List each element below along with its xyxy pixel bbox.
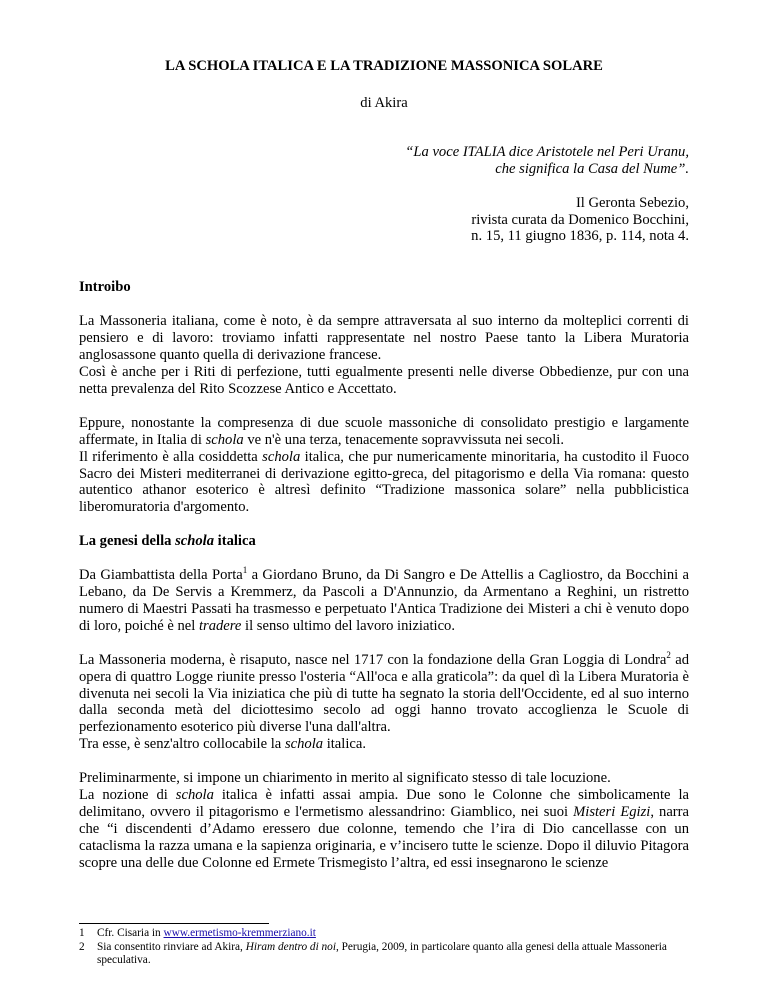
paragraph-text: La Massoneria moderna, è risaputo, nasce nel 1717 con la fondazione della Gran Loggia di Londra$^2$ ad opera di quattro Logge riunite presso l'osteria “All'oca e alla graticola”: da quel dì la Libera Muratoria è divenuta nei secoli la Via iniziatica che più di tutte ha segnato la storia dell'Occidente, ed al suo interno dalla seconda metà del diciottesimo secolo ad oggi hanno trovato accoglienza le Scuole di perfezionamento esoterico più diverse l'una dall'altra. (79, 649, 689, 736)
footnote-ref-1[interactable]: 1 (242, 565, 248, 576)
epigraph-source (79, 195, 689, 246)
footnote-divider (79, 923, 269, 924)
section-heading-introibo: Introibo (79, 279, 131, 296)
paragraph-text: La nozione di schola italica è infatti assai ampia. Due sono le Colonne che simbolicamente la delimitano, ovvero il pitagorismo e l'ermetismo alessandrino: Giamblico, nei suoi Misteri Egizi, narra che “i discendenti d’Adamo eressero due colonne, temendo che l’ira di Dio cancellasse con un cataclisma la razza umana e la sapienza originaria, e v’incisero tutte le scienze. Dopo il diluvio Pitagora scopre una delle due Colonne ed Ermete Trismegisto l’altra, ed essi insegnarono le scienze (79, 787, 689, 871)
source-line-1: Il Geronta Sebezio, (575, 194, 689, 211)
epigraph (79, 144, 689, 178)
footnote-number: 2 (79, 940, 85, 953)
document-title: LA SCHOLA ITALICA E LA TRADIZIONE MASSONICA SOLARE (165, 58, 603, 74)
paragraph (79, 567, 689, 635)
footnote-number: 1 (79, 927, 85, 939)
footnote-text: Cfr. Cisaria in www.ermetismo-kremmerziano.it (97, 927, 316, 939)
footnote-link[interactable]: www.ermetismo-kremmerziano.it (163, 927, 316, 939)
footnote-1 (79, 927, 689, 941)
paragraph (79, 415, 689, 516)
paragraph-text: Così è anche per i Riti di perfezione, tutti egualmente presenti nelle diverse Obbedienze, pur con una netta prevalenza del Rito Scozzese Antico e Accettato. (79, 363, 689, 397)
epigraph-line-1: “La voce ITALIA dice Aristotele nel Peri Uranu, (405, 143, 689, 160)
paragraph-text: Il riferimento è alla cosiddetta schola italica, che pur numericamente minoritaria, ha custodito il Fuoco Sacro dei Misteri mediterranei di derivazione egitto-greca, del pitagorismo e della Via romana: questo autentico athanor esoterico è altresì definito “Tradizione massonica solare” nella pubblicistica liberomuratoria d'argomento. (79, 448, 690, 516)
paragraph (79, 649, 689, 753)
paragraph-text: Tra esse, è senz'altro collocabile la schola italica. (79, 736, 366, 753)
source-line-3: n. 15, 11 giugno 1836, p. 114, nota 4. (471, 228, 689, 245)
paragraph-text: La Massoneria italiana, come è noto, è da sempre attraversata al suo interno da molteplici correnti di pensiero e di lavoro: troviamo infatti rappresentate nel nostro Paese tanto la Libera Muratoria anglosassone quanto quella di derivazione francese. (79, 313, 689, 364)
author-line: di Akira (360, 94, 408, 111)
footnote-text: Sia consentito rinviare ad Akira, Hiram dentro di noi, Perugia, 2009, in particolare quanto alla genesi della attuale Massoneria speculativa. (97, 940, 667, 966)
epigraph-line-2: che significa la Casa del Nume”. (495, 160, 689, 177)
paragraph-text: Da Giambattista della Porta$^1$ a Giordano Bruno, da Di Sangro e De Attellis a Cagliostro, da Bocchini a Lebano, da De Servis a Kremmerz, da Pascoli a D'Annunzio, da Armentano a Reghini, un ristretto numero di Maestri Passati ha trasmesso e perpetuato l'Antica Tradizione dei Misteri a chi è venuto dopo di loro, poiché è nel tradere il senso ultimo del lavoro iniziatico. (79, 565, 689, 634)
source-line-2: rivista curata da Domenico Bocchini, (471, 211, 689, 228)
section-heading-genesi: La genesi della schola italica (79, 533, 256, 550)
footnote-2 (79, 941, 689, 968)
footnote-ref-2[interactable]: 2 (666, 649, 671, 660)
paragraph-text: Eppure, nonostante la compresenza di due scuole massoniche di consolidato prestigio e largamente affermate, in Italia di schola ve n'è una terza, tenacemente sopravvissuta nei secoli. (79, 414, 689, 448)
footnotes (79, 923, 689, 968)
paragraph (79, 313, 689, 398)
paragraph (79, 770, 689, 871)
paragraph-text: Preliminarmente, si impone un chiarimento in merito al significato stesso di tale locuzione. (79, 770, 611, 787)
